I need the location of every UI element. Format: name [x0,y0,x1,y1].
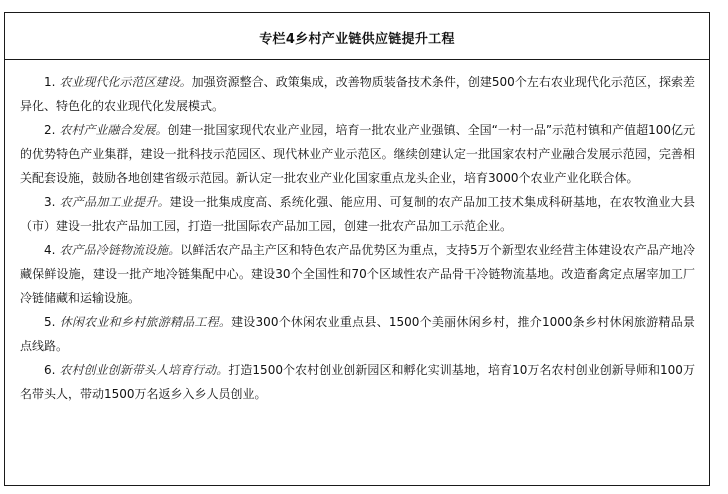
list-item [20,358,695,406]
special-column-box [4,12,710,486]
item-heading: 农业现代化示范区建设。 [59,75,192,89]
list-item [20,70,695,118]
item-heading: 农村产业融合发展。 [59,123,168,137]
item-body: 创建一批国家现代农业产业园，培育一批农业产业强镇、全国“一村一品”示范村镇和产值超100亿元的优势特色产业集群，建设一批科技示范园区、现代林业产业示范区。继续创建认定一批国家农村产业融合发展示范园，完善相关配套设施，鼓励各地创建省级示范园。新认定一批农业产业化国家重点龙头企业，培育3000个农业产业化联合体。 [20,123,695,185]
item-body: 打造1500个农村创业创新园区和孵化实训基地，培育10万名农村创业创新导师和100万名带头人，带动1500万名返乡入乡人员创业。 [20,363,695,401]
item-body: 建设一批集成度高、系统化强、能应用、可复制的农产品加工技术集成科研基地，在农牧渔业大县（市）建设一批农产品加工园，打造一批国际农产品加工园，创建一批农产品加工示范企业。 [20,195,695,233]
item-body: 加强资源整合、政策集成，改善物质装备技术条件，创建500个左右农业现代化示范区，探索差异化、特色化的农业现代化发展模式。 [20,75,695,113]
item-number: 6. [44,363,56,377]
item-heading: 农产品冷链物流设施。 [59,243,181,257]
item-body: 以鲜活农产品主产区和特色农产品优势区为重点，支持5万个新型农业经营主体建设农产品产地冷藏保鲜设施，建设一批产地冷链集配中心。建设30个全国性和70个区域性农产品骨干冷链物流基地。改造畜禽定点屠宰加工厂冷链储藏和运输设施。 [20,243,695,305]
column-title: 专栏4乡村产业链供应链提升工程 [259,31,455,47]
item-heading: 休闲农业和乡村旅游精品工程。 [59,315,232,329]
item-heading: 农产品加工业提升。 [59,195,170,209]
content-area [5,60,709,406]
item-number: 5. [44,315,56,329]
item-number: 3. [44,195,56,209]
item-number: 1. [44,75,56,89]
item-number: 2. [44,123,56,137]
item-body: 建设300个休闲农业重点县、1500个美丽休闲乡村，推介1000条乡村休闲旅游精品景点线路。 [20,315,695,353]
list-item [20,310,695,358]
list-item [20,118,695,190]
item-number: 4. [44,243,56,257]
list-item [20,238,695,310]
list-item [20,190,695,238]
title-row [5,13,709,60]
item-heading: 农村创业创新带头人培育行动。 [59,363,229,377]
